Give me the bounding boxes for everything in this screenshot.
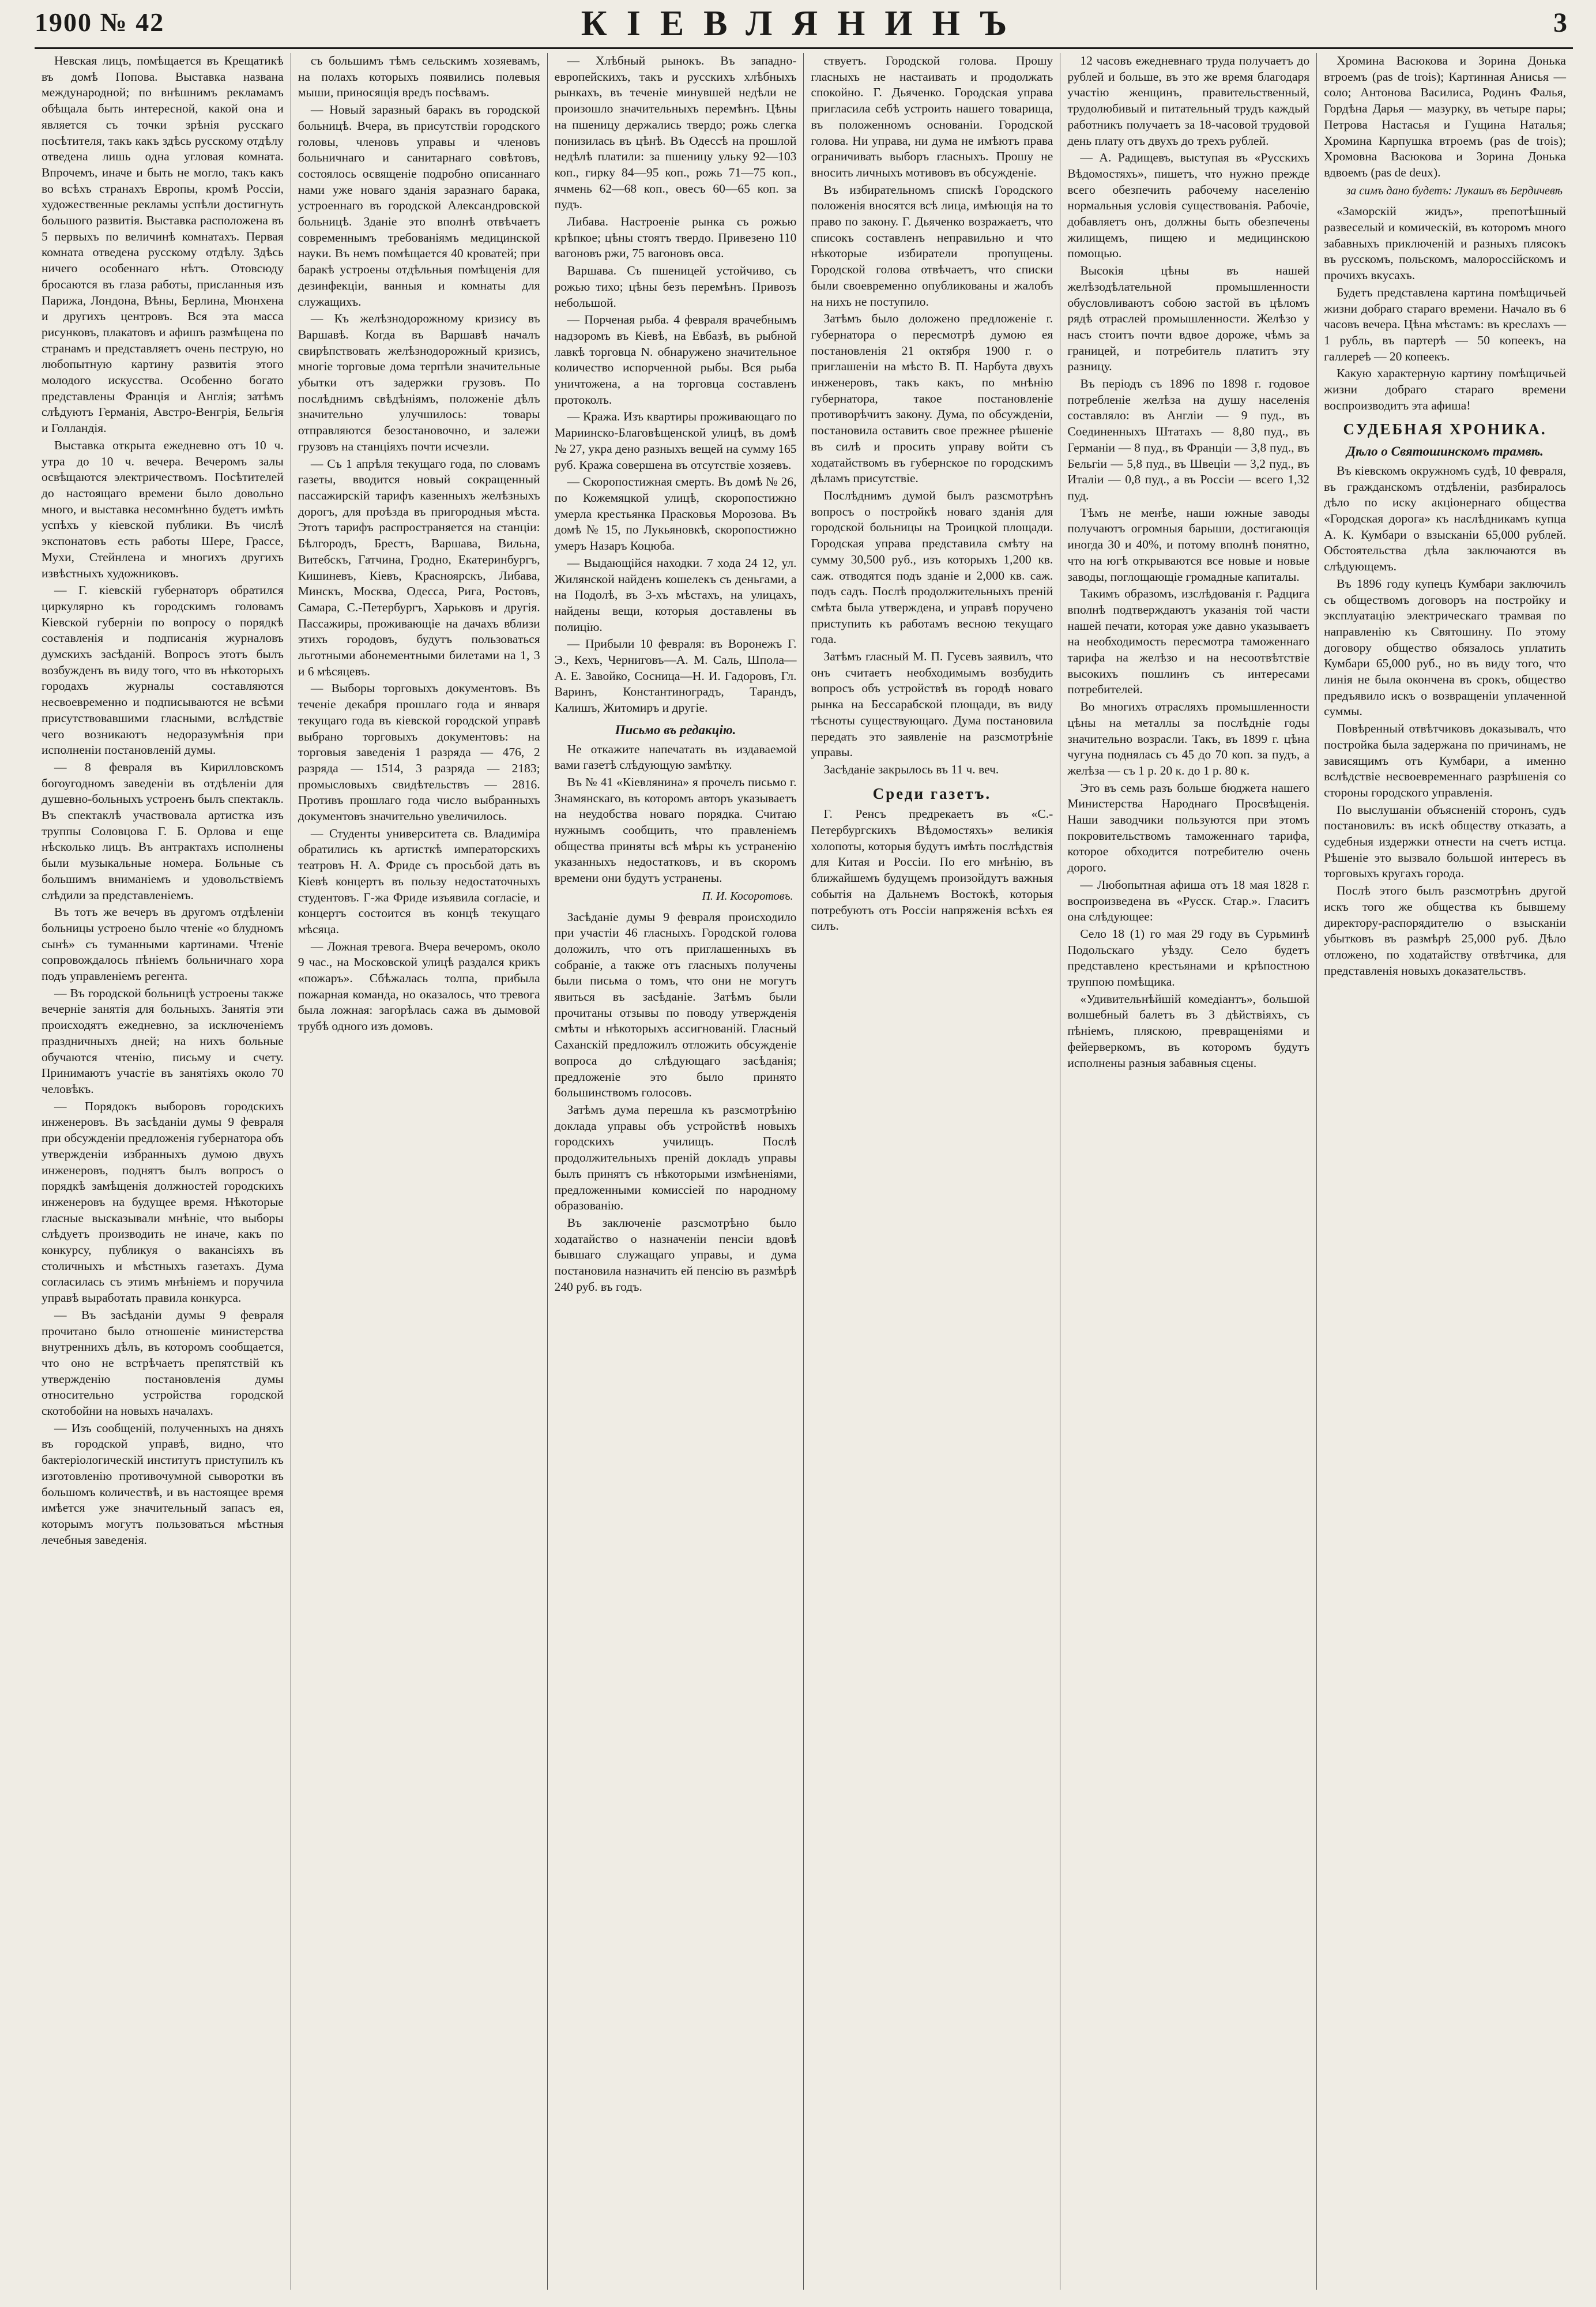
article-paragraph: Будетъ представлена картина помѣщичьей жизни добраго стараго времени. Начало въ 6 часовъ вечера. Цѣна мѣстамъ: въ креслахъ — 1 рубль, въ партерѣ — 50 копеекъ, на галлереѣ — 20 копеекъ. (1324, 285, 1566, 363)
article-paragraph: — Изъ сообщеній, полученныхъ на дняхъ въ городской управѣ, видно, что бактеріологическій институтъ приступилъ къ изготовленію противочумной сыворотки въ большомъ количествѣ, и въ настоящее время имѣется уже значительный запасъ ея, которымъ могутъ пользоваться мѣстныя лечебныя заведенія. (42, 1421, 284, 1547)
article-paragraph: Въ тотъ же вечеръ въ другомъ отдѣленіи больницы устроено было чтеніе «о блудномъ сынѣ» съ туманными картинами. Чтеніе сопровождалось пѣніемъ больничнаго хора подъ управленіемъ регента. (42, 905, 284, 983)
article-paragraph: — Г. кіевскій губернаторъ обратился циркулярно къ городскимъ головамъ Кіевской губерніи по вопросу о порядкѣ составленія и подписанія журналовъ думскихъ засѣданій. Вопросъ этотъ былъ возбужденъ въ виду того, что въ нѣкоторыхъ городахъ журналы составляются несвоевременно и подписываются не всѣми присутствовавшими гласными, вслѣдствіе чего возникаютъ недоразумѣнія при исполненіи постановленій думы. (42, 583, 284, 757)
section-heading: СУДЕБНАЯ ХРОНИКА. (1343, 420, 1547, 438)
article-paragraph: Выставка открыта ежедневно отъ 10 ч. утра до 10 ч. вечера. Вечеромъ залы освѣщаются электричествомъ. Посѣтителей до настоящаго времени было довольно много, и выставка несомнѣнно будетъ имѣть успѣхъ у кіевской публики. Въ числѣ экспонатовъ есть работы Шере, Грассе, Мухи, Стейнлена и многихъ другихъ извѣстныхъ художниковъ. (42, 438, 284, 580)
article-paragraph: Не откажите напечатать въ издаваемой вами газетѣ слѣдующую замѣтку. (554, 742, 797, 772)
article-paragraph: — Выдающійся находки. 7 хода 24 12, ул. Жилянской найденъ кошелекъ съ деньгами, а на Подолѣ, въ 3-хъ мѣстахъ, на улицахъ, найдены вещи, которыя доставлены въ полицію. (554, 555, 797, 634)
section-heading: Среди газетъ. (872, 784, 992, 802)
article-paragraph: Варшава. Съ пшеницей устойчиво, съ рожью тихо; цѣны безъ перемѣнъ. Привозъ небольшой. (554, 264, 797, 310)
columns (35, 53, 1573, 2290)
article-paragraph: Хромина Васюкова и Зорина Донька втроемъ (pas de trois); Картинная Анисья — соло; Антонова Василиса, Родинъ Фалья, Гордѣна Дарья — мазурку, въ четыре пары; Петрова Настасья и Гущина Наталья; Хромина Карпушка втроемъ (pas de trois); Хромовна Васюкова и Зорина Донька вдвоемъ (pas de deux). (1324, 54, 1566, 179)
article-paragraph: — Къ желѣзнодорожному кризису въ Варшавѣ. Когда въ Варшавѣ началъ свирѣпствовать желѣзнодорожный кризисъ, многіе торговые дома терпѣли значительные убытки отъ задержки грузовъ. По послѣднимъ свѣдѣніямъ, положеніе дѣлъ значительно улучшилось: товары отправляются безостановочно, и залежи грузовъ на станціяхъ почти исчезли. (298, 311, 540, 453)
article-paragraph: Г. Ренсъ предрекаетъ въ «С.-Петербургскихъ Вѣдомостяхъ» великія холопоты, которыя будутъ имѣть послѣдствія для Китая и Россіи. По его мнѣнію, въ ближайшемъ будущемъ произойдутъ важныя событія на Дальнемъ Востокѣ, которыя потребуютъ отъ Россіи напряженія всѣхъ ея силъ. (811, 807, 1053, 933)
column-2 (291, 53, 548, 2290)
article-paragraph: Это въ семь разъ больше бюджета нашего Министерства Народнаго Просвѣщенія. Наши заводчики пользуются при этомъ покровительствомъ таможеннаго тарифа, которое обходится потребителю очень дорого. (1067, 780, 1310, 875)
article-paragraph: — А. Радищевъ, выступая въ «Русскихъ Вѣдомостяхъ», пишетъ, что нужно прежде всего обезпечить рабочему населенію нормальныя условія существованія. Рабочіе, добавляетъ онъ, должны быть обезпечены жилищемъ, пищею и медицинскою помощью. (1067, 151, 1310, 261)
article-paragraph: По выслушаніи объясненій сторонъ, судъ постановилъ: въ искѣ обществу отказать, а судебныя издержки отнести на счетъ истца. Рѣшеніе это вызвало большой интересъ въ торговыхъ кругахъ города. (1324, 802, 1566, 881)
article-paragraph: ствуетъ. Городской голова. Прошу гласныхъ не настаивать и продолжать спокойно. Г. Дьяченко. Городская управа пригласила себѣ устроить нашего товарища, въ положенномъ основаніи. Городской голова. Ни управа, ни дума не имѣютъ права ограничивать выборъ гласныхъ. Прошу не вносить личныхъ мотивовъ въ обсужденіе. (811, 54, 1053, 179)
article-paragraph: Высокія цѣны въ нашей желѣзодѣлательной промышленности обусловливаютъ собою застой въ цѣломъ рядѣ отраслей промышленности. Желѣзо у насъ стоитъ почти вдвое дороже, чѣмъ за границей, и потребитель платитъ эту разницу. (1067, 264, 1310, 374)
article-paragraph: Въ заключеніе разсмотрѣно было ходатайство о назначеніи пенсіи вдовѣ бывшаго служащаго управы, и дума постановила назначить ей пенсію въ размѣрѣ 240 руб. въ годъ. (554, 1215, 797, 1294)
article-paragraph: 12 часовъ ежедневнаго труда получаетъ до рублей и больше, въ это же время благодаря участію женщинъ, правительственный, трудолюбивый и питательный трудъ каждый работникъ получаетъ за 18-часовой трудовой день плату отъ двухъ до трехъ рублей. (1067, 54, 1310, 148)
article-paragraph: — Любопытная афиша отъ 18 мая 1828 г. воспроизведена въ «Русск. Стар.». Гласитъ она слѣдующее: (1067, 877, 1310, 924)
article-paragraph: Засѣданіе думы 9 февраля происходило при участіи 46 гласныхъ. Городской голова доложилъ, что отъ приглашенныхъ въ собраніе, а также отъ гласныхъ получены были письма о томъ, что они не могутъ явиться въ засѣданіе. Затѣмъ были прочитаны отзывы по поводу утвержденія смѣты и нѣкоторыхъ ассигнованій. Гласный Саханскій предложилъ отложить обсужденіе вопроса до слѣдующаго засѣданія; предложеніе это было принято большинствомъ голосовъ. (554, 910, 797, 1100)
column-6 (1317, 53, 1573, 2290)
article-paragraph: — Кража. Изъ квартиры проживающаго по Мариинско-Благовѣщенской улицѣ, въ домѣ № 27, укра дено разныхъ вещей на сумму 165 руб. Кража совершена въ отсутствіе хозяевъ. (554, 409, 797, 472)
article-paragraph: «Удивительнѣйшій комедіантъ», большой волшебный балетъ въ 3 дѣйствіяхъ, съ пѣніемъ, пляскою, превращеніями и фейерверкомъ, въ которомъ будутъ исполнены разныя забавныя сцены. (1067, 991, 1310, 1070)
column-3 (548, 53, 804, 2290)
article-paragraph: — Въ засѣданіи думы 9 февраля прочитано было отношеніе министерства внутреннихъ дѣлъ, въ которомъ сообщается, что оно не встрѣчаетъ препятствій къ утвержденію постановленія думы относительно устройства городской скотобойни на новыхъ началахъ. (42, 1307, 284, 1418)
article-paragraph: — Скоропостижная смерть. Въ домѣ № 26, по Кожемяцкой улицѣ, скоропостижно умерла крестьянка Прасковья Морозова. Въ домѣ № 15, по Лукьяновкѣ, скоропостижно умеръ Назаръ Коцюба. (554, 475, 797, 553)
article-paragraph: Какую характерную картину помѣщичьей жизни добраго стараго времени воспроизводитъ эта афиша! (1324, 366, 1566, 412)
article-paragraph: «Заморскій жидъ», препотѣшный развеселый и комическій, въ которомъ много забавныхъ приключеній и разныхъ плясокъ въ русскомъ, польскомъ, малороссійскомъ и прочихъ вкусахъ. (1324, 204, 1566, 283)
signature: за симъ дано будетъ: Лукашъ въ Бердичевѣ (1346, 184, 1563, 197)
article-paragraph: Невская лицъ, помѣщается въ Крещатикѣ въ домѣ Попова. Выставка названа международной; по внѣшнимъ рекламамъ обѣщала быть интересной, какой она и является съ точки зрѣнія русскаго посѣтителя, такъ какъ здѣсь русскому отдѣлу отведена лишь одна угловая комната. Впрочемъ, иначе и быть не могло, такъ какъ во всѣхъ странахъ Европы, кромѣ Россіи, художественные рекламы успѣли достигнуть большого развитія. Выставка расположена въ 5 первыхъ по величинѣ комнатахъ. Первая комната отведена русскому отдѣлу. Здѣсь ничего особеннаго нѣтъ. Отовсюду бросаются въ глаза работы, присланныя изъ Парижа, Лондона, Вѣны, Берлина, Мюнхена и другихъ центровъ. Вся эта масса рисунковъ, плакатовъ и афишъ размѣщена по странамъ и представляетъ очень пеструю, но любопытную картину развитія этого молодого искусства. Особенно богато представлены Франція и Англія; затѣмъ слѣдуютъ Германія, Австро-Венгрія, Бельгія и Голландія. (42, 54, 284, 435)
article-paragraph: — Порченая рыба. 4 февраля врачебнымъ надзоромъ въ Кіевѣ, на Евбазѣ, въ рыбной лавкѣ торговца N. обнаружено значительное количество испорченной рыбы. Вся рыба уничтожена, а на торговца составленъ протоколъ. (554, 313, 797, 407)
article-paragraph: Послѣднимъ думой былъ разсмотрѣнъ вопросъ о постройкѣ новаго зданія для городской больницы на Троицкой площади. Городская управа представила смѣту на сумму 30,500 руб., изъ которыхъ 1,200 кв. саж. отводятся подъ зданіе и 2,000 кв. саж. подъ садъ. Послѣ продолжительныхъ преній смѣта была утверждена, и управѣ поручено приступить къ работамъ весною текущаго года. (811, 488, 1053, 647)
article-heading: Письмо въ редакцію. (615, 722, 736, 737)
article-paragraph: — Съ 1 апрѣля текущаго года, по словамъ газеты, вводится новый сокращенный пассажирскій тарифъ казенныхъ желѣзныхъ дорогъ, для проѣзда въ пригородныя мѣста. Этотъ тарифъ распространяется на станціи: Бѣлгородъ, Брестъ, Варшава, Вильна, Витебскъ, Гатчина, Гродно, Екатеринбургъ, Кишиневъ, Кіевъ, Красноярскъ, Либава, Минскъ, Москва, Одесса, Рига, Ростовъ, Самара, С.-Петербургъ, Харьковъ и другія. Пассажиры, проживающіе на дачахъ вблизи этихъ городовъ, будутъ пользоваться льготными абонементными билетами на 1, 3 и 6 мѣсяцевъ. (298, 456, 540, 678)
masthead-rule (35, 47, 1573, 49)
article-paragraph: Во многихъ отрасляхъ промышленности цѣны на металлы за послѣдніе годы значительно возрасли. Такъ, въ 1899 г. цѣна чугуна поднялась съ 45 до 70 коп. за пудъ, а желѣза — съ 1 р. 20 к. до 1 р. 80 к. (1067, 700, 1310, 777)
article-paragraph: — Прибыли 10 февраля: въ Воронежъ Г. Э., Кехъ, Черниговъ—А. М. Саль, Шпола—А. Е. Завойко, Сосница—Н. И. Гадоровъ, Гл. Варинъ, Константиноградъ, Тарандъ, Калишъ, Житомиръ и другіе. (554, 637, 797, 715)
article-paragraph: — Новый заразный баракъ въ городской больницѣ. Вчера, въ присутствіи городского головы, членовъ управы и членовъ больничнаго и санитарнаго совѣтовъ, состоялось освященіе подробно описаннаго нами уже новаго зданія заразнаго барака, устроеннаго въ городской Александровской больницѣ. Зданіе это вполнѣ отвѣчаетъ современнымъ требованіямъ медицинской науки. Въ немъ помѣщается 40 кроватей; при баракѣ устроены отдѣльныя помѣщенія для дезинфекціи, ванныя и комнаты для служащихъ. (298, 103, 540, 309)
article-paragraph: Затѣмъ было доложено предложеніе г. губернатора о пересмотрѣ думою ея постановленія 21 октября 1900 г. о приглашеніи на мѣсто В. П. Нарбута двухъ инженеровъ, такъ какъ, по мнѣнію губернатора, такое постановленіе противорѣчитъ закону. Дума, по обсужденіи, постановила оставить свое прежнее рѣшеніе въ силѣ и просить управу войти съ ходатайствомъ въ губернское по городскимъ дѣламъ присутствіе. (811, 311, 1053, 486)
column-1 (35, 53, 291, 2290)
article-heading: Дѣло о Святошинскомъ трамвѣ. (1346, 444, 1544, 459)
column-4 (804, 53, 1060, 2290)
article-paragraph: Засѣданіе закрылось въ 11 ч. веч. (823, 762, 999, 776)
article-paragraph: Въ избирательномъ спискѣ Городского положенія вносятся всѣ лица, имѣющія на то право по закону. Г. Дьяченко возражаетъ, что списокъ составленъ неправильно и что нѣкоторые избиратели пропущены. Городской голова отвѣчаетъ, что списки были своевременно опубликованы и жалобъ на нихъ не поступило. (811, 182, 1053, 309)
article-paragraph: съ большимъ тѣмъ сельскимъ хозяевамъ, на полахъ которыхъ появились полевыя мыши, приносящія вредъ посѣвамъ. (298, 54, 540, 100)
signature: П. И. Косоротовъ. (702, 889, 793, 903)
article-paragraph: Либава. Настроеніе рынка съ рожью крѣпкое; цѣны стоятъ твердо. Привезено 110 вагоновъ ржи, 75 вагоновъ овса. (554, 215, 797, 261)
masthead (35, 0, 1573, 46)
article-paragraph: Такимъ образомъ, изслѣдованія г. Радцига вполнѣ подтверждаютъ указанія той части нашей печати, которая уже давно указываетъ на необходимость пересмотра таможеннаго тарифа на желѣзо и на несоотвѣтствіе высокихъ пошлинъ съ интересами потребителей. (1067, 587, 1310, 697)
article-paragraph: Повѣренный отвѣтчиковъ доказывалъ, что постройка была задержана по причинамъ, не зависящимъ отъ Кумбари, а именно вслѣдствіе несвоевременнаго разрѣшенія со стороны городского управленія. (1324, 722, 1566, 799)
article-paragraph: Затѣмъ гласный М. П. Гусевъ заявилъ, что онъ считаетъ необходимымъ возбудить вопросъ объ устройствѣ въ городѣ новаго рынка на Бессарабской площади, въ виду тѣсноты существующаго. Дума постановила передать это заявленіе на разсмотрѣніе управы. (811, 649, 1053, 760)
article-paragraph: — Хлѣбный рынокъ. Въ западно-европейскихъ, такъ и русскихъ хлѣбныхъ рынкахъ, въ теченіе минувшей недѣли не произошло значительныхъ перемѣнъ. Цѣны на пшеницу держались твердо; рожь слегка понизилась въ цѣнѣ. Въ Одессѣ на прошлой недѣлѣ платили: за пшеницу ульку 92—103 коп., гирку 84—95 коп., рожь 71—75 коп., ячмень 62—68 коп., овесъ 60—65 коп. за пудъ. (554, 54, 797, 212)
issue-date-number: 1900 № 42 (35, 7, 165, 37)
article-paragraph: — Въ городской больницѣ устроены также вечерніе занятія для больныхъ. Занятія эти происходятъ ежедневно, за исключеніемъ праздничныхъ дней; на нихъ больные обучаются чтенію, письму и счету. Принимаютъ участіе въ занятіяхъ около 70 человѣкъ. (42, 986, 284, 1096)
article-paragraph: Тѣмъ не менѣе, наши южные заводы получаютъ огромныя барыши, достигающія иногда 30 и 40%, и потому вполнѣ понятно, что на югѣ открываются все новые и новые заводы, поглощающіе громадные капиталы. (1067, 505, 1310, 584)
article-paragraph: Затѣмъ дума перешла къ разсмотрѣнію доклада управы объ устройствѣ новыхъ городскихъ училищъ. Послѣ продолжительныхъ преній докладъ управы былъ принятъ съ нѣкоторыми измѣненіями, предложенными комиссіей по народному образованію. (554, 1103, 797, 1213)
article-paragraph: — 8 февраля въ Кирилловскомъ богоугодномъ заведеніи въ отдѣленіи для душевно-больныхъ устроенъ былъ спектакль. Въ спектаклѣ участвовала артистка изъ труппы Соловцова Г. Б. Орлова и еще нѣсколько лицъ. Въ антрактахъ исполнены были музыкальные номера. Больные съ большимъ вниманіемъ и удовольствіемъ слѣдили за представленіемъ. (42, 760, 284, 902)
page-number: 3 (1553, 7, 1567, 38)
article-paragraph: — Ложная тревога. Вчера вечеромъ, около 9 час., на Московской улицѣ раздался крикъ «пожаръ». Сбѣжалась толпа, прибыла пожарная команда, но оказалось, что тревога была ложная: загорѣлась сажа въ дымовой трубѣ одного изъ домовъ. (298, 939, 540, 1034)
article-paragraph: Село 18 (1) го мая 29 году въ Сурьминѣ Подольскаго уѣзду. Село будетъ представлено крестьянами и крѣпостною труппою помѣщика. (1067, 926, 1310, 989)
article-paragraph: — Выборы торговыхъ документовъ. Въ теченіе декабря прошлаго года и января текущаго года въ кіевской городской управѣ выбрано торговыхъ документовъ: на торговыя заведенія 1 разряда — 476, 2 разряда — 1514, 3 разряда — 2183; промысловыхъ свидѣтельствъ — 2816. Противъ прошлаго года число выбранныхъ документовъ значительно увеличилось. (298, 681, 540, 824)
article-paragraph: Послѣ этого былъ разсмотрѣнъ другой искъ того же общества къ бывшему директору-распорядителю о взысканіи убытковъ въ размѣрѣ 25,000 руб. Дѣло отложено, по ходатайству отвѣтчика, для представленія новыхъ доказательствъ. (1324, 884, 1566, 978)
article-paragraph: Въ 1896 году купецъ Кумбари заключилъ съ обществомъ договоръ на постройку и эксплуатацію электрическаго трамвая по направленію къ Святошину. По этому договору общество обязалось уплатить Кумбари 65,000 руб., но въ виду того, что линія не была окончена въ срокъ, общество предъявило искъ о возвращеніи уплаченной суммы. (1324, 576, 1566, 719)
column-5 (1060, 53, 1317, 2290)
article-paragraph: Въ періодъ съ 1896 по 1898 г. годовое потребленіе желѣза на душу населенія составляло: въ Англіи — 9 пуд., въ Соединенныхъ Штатахъ — 8,80 пуд., въ Германіи — 8 пуд., въ Франціи — 3,8 пуд., въ Бельгіи — 5,8 пуд., въ Швеціи — 3,2 пуд., въ Италіи — 0,8 пуд., а въ Россіи — всего 1,32 пуд. (1067, 377, 1310, 502)
article-paragraph: — Студенты университета св. Владиміра обратились къ артисткѣ императорскихъ театровъ Н. А. Фриде съ просьбой дать въ Кіевѣ концертъ въ пользу недостаточныхъ студентовъ. Г-жа Фриде изъявила согласіе, и концертъ состоится въ концѣ текущаго мѣсяца. (298, 826, 540, 936)
article-paragraph: — Порядокъ выборовъ городскихъ инженеровъ. Въ засѣданіи думы 9 февраля при обсужденіи предложенія губернатора объ утвержденіи избранныхъ думою двухъ инженеровъ, поднятъ былъ вопросъ о порядкѣ замѣщенія должностей городскихъ инженеровъ на будущее время. Нѣкоторые гласные высказывали мнѣніе, что выборы слѣдуетъ производить не иначе, какъ по конкурсу, публикуя о вакансіяхъ въ столичныхъ и мѣстныхъ газетахъ. Дума согласилась съ этимъ мнѣніемъ и поручила управѣ выработать правила конкурса. (42, 1099, 284, 1305)
newspaper-title: КІЕВЛЯНИНЪ (581, 4, 1027, 43)
article-paragraph: Въ кіевскомъ окружномъ судѣ, 10 февраля, въ гражданскомъ отдѣленіи, разбиралось дѣло по иску акціонернаго общества «Городская дорога» къ наслѣдникамъ купца А. К. Кумбари о взысканіи 65,000 рублей. Обстоятельства дѣла заключаются въ слѣдующемъ. (1324, 463, 1566, 574)
article-paragraph: Въ № 41 «Кіевлянина» я прочелъ письмо г. Знамянскаго, въ которомъ авторъ указываетъ на неудобства новаго порядка. Считаю нужнымъ сообщить, что правленіемъ общества приняты всѣ мѣры къ устраненію указанныхъ недостатковъ, и въ скоромъ времени они будутъ устранены. (554, 775, 797, 885)
